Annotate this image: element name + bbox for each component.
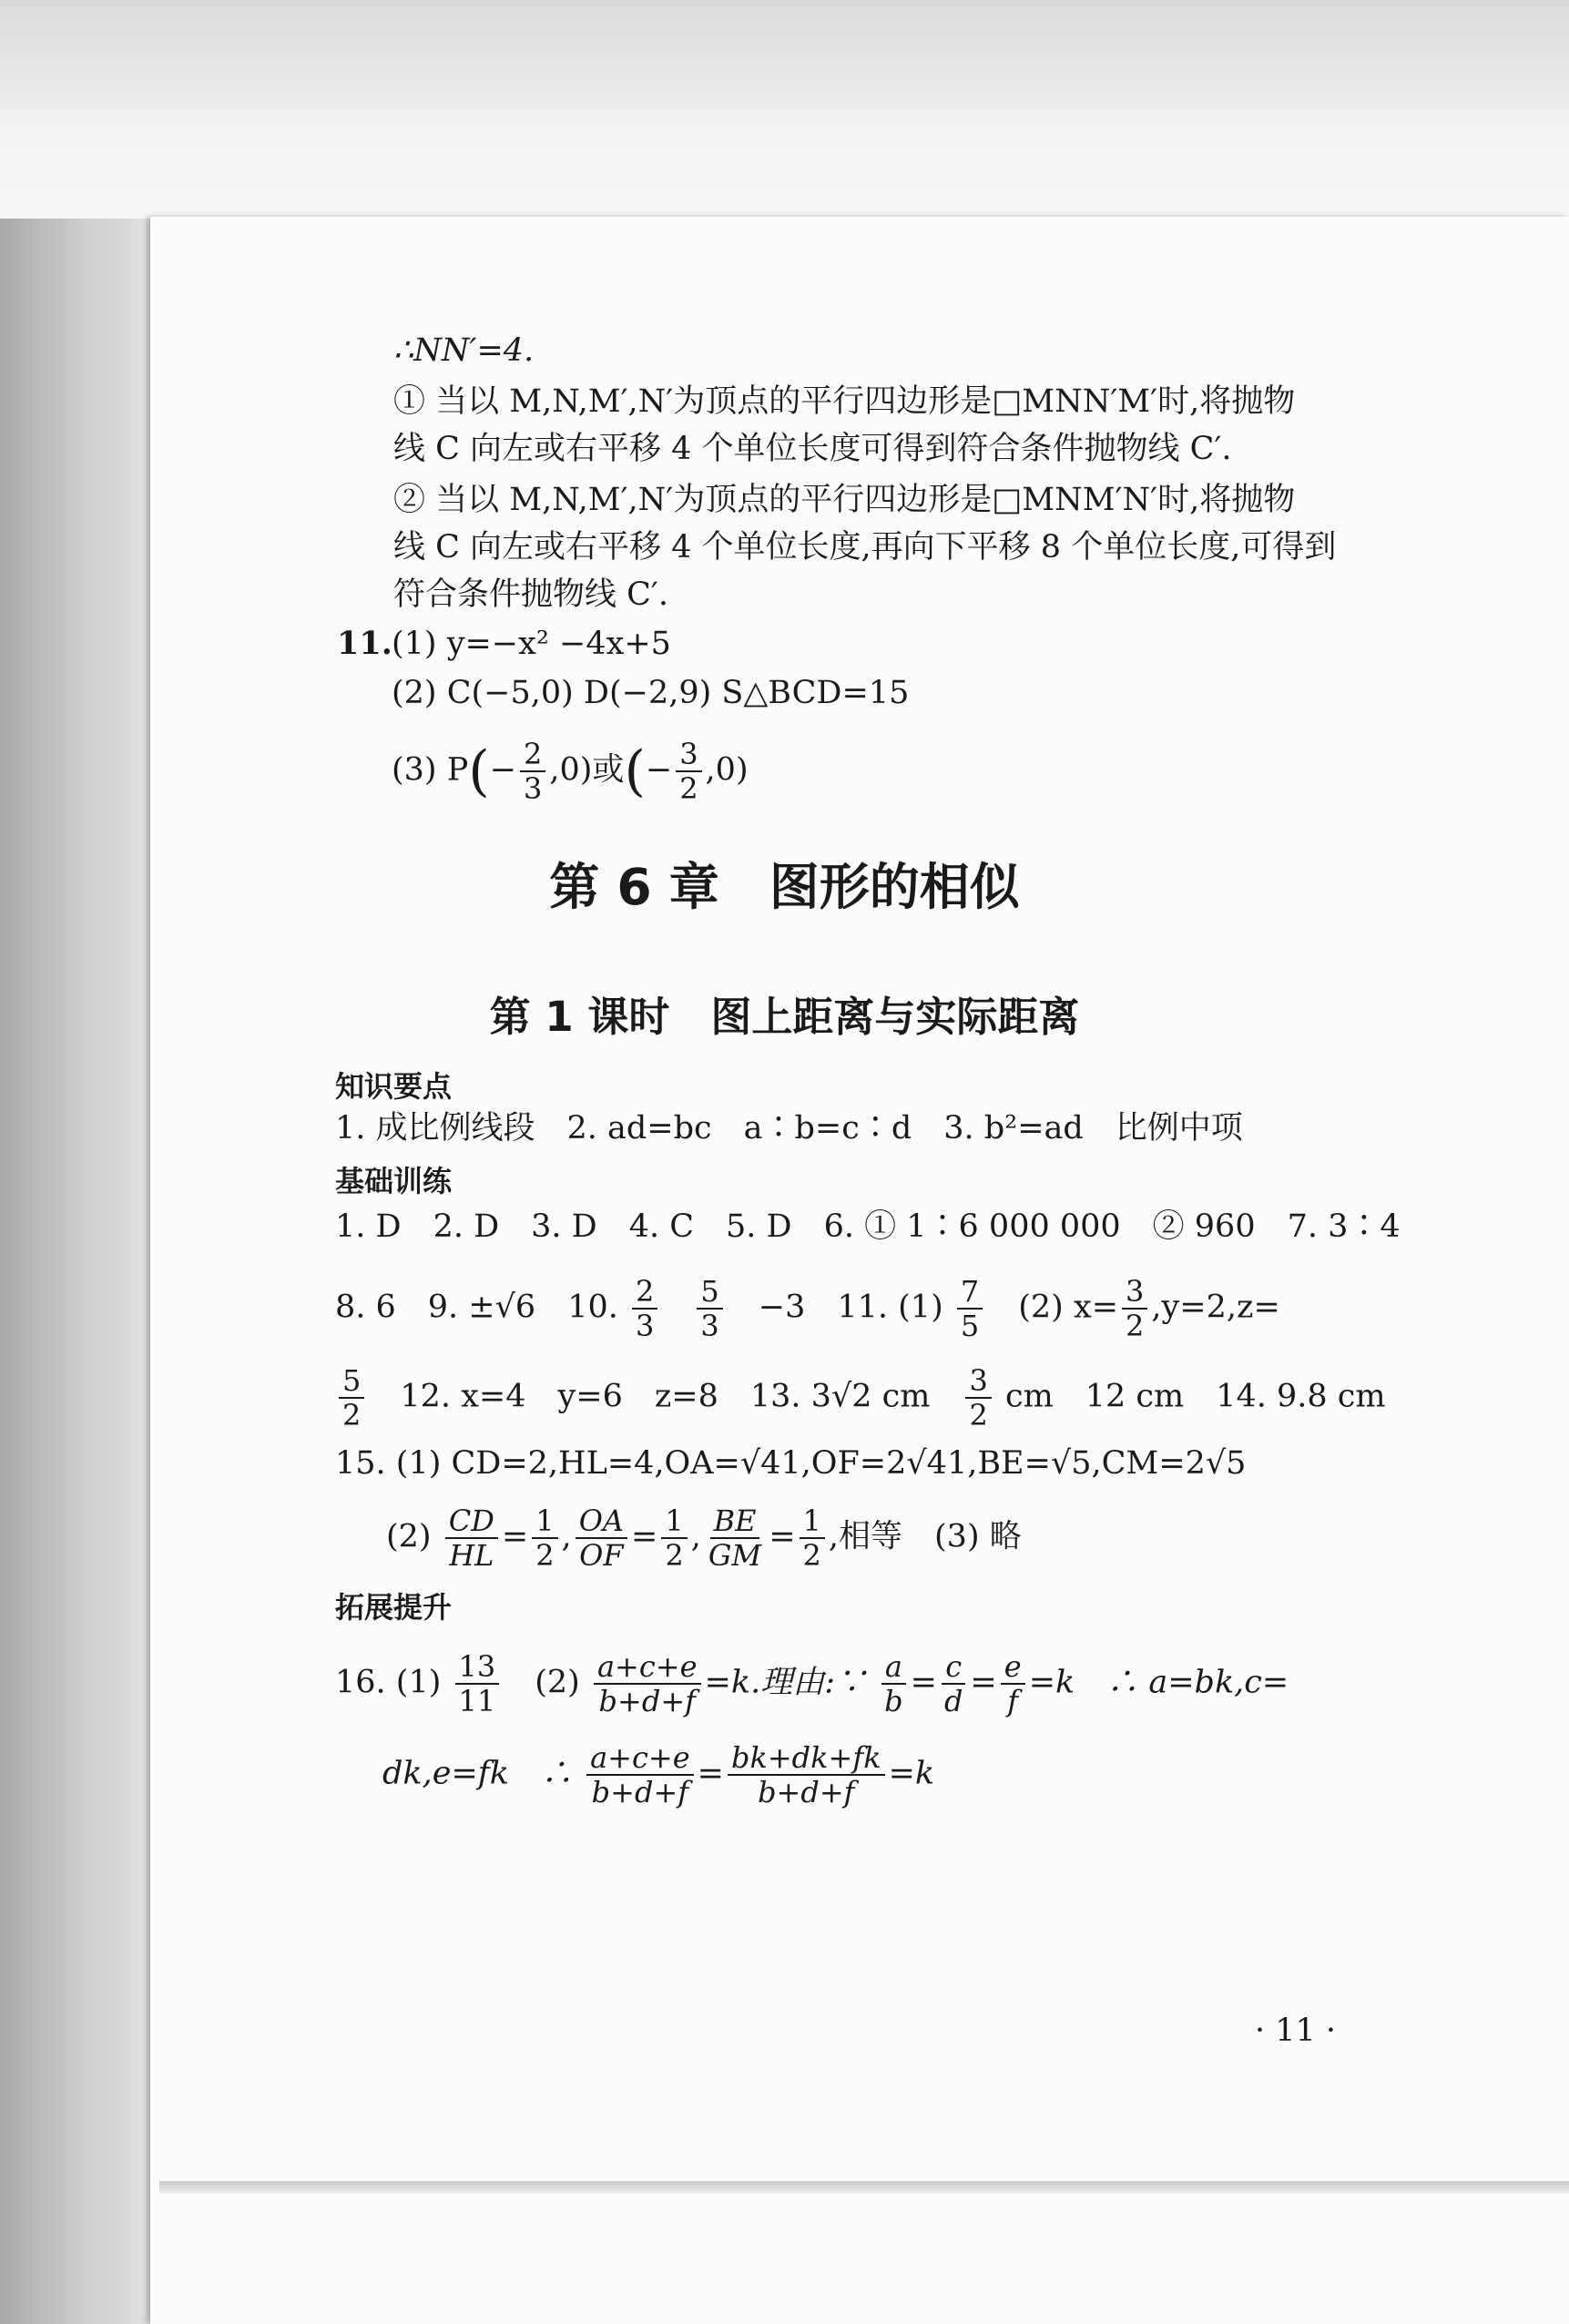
q11-part3-mid: ,0)或 [549,751,625,789]
fraction-c-d: $\frac{c}{d}$ [941,1650,966,1718]
fraction-7-5: $\frac{7}{5}$ [957,1275,983,1342]
section-basic-training: 基础训练 [335,1164,453,1198]
fraction-3-2: $\frac{3}{2}$ [676,738,701,805]
fraction-oa-of: $\frac{OA}{OF}$ [576,1504,627,1572]
fraction-2-3: $\frac{2}{3}$ [520,738,545,805]
solution-line-6: 符合条件抛物线 C′. [393,576,668,613]
fraction-1-2-a: $\frac{1}{2}$ [532,1504,557,1572]
q16-text-a: 16. (1) [335,1664,442,1701]
question-15-part2: (2) $\frac{CD}{HL}$ = $\frac{1}{2}$ , $\frac{OA}{OF}$ = $\frac{1}{2}$ , $\frac{BE}{GM}$ = $\frac{1}{2}$ ,相等 (3) 略 [386,1503,1022,1573]
q15-part2-label: (2) [386,1518,432,1555]
q15-part2-rest: 相等 (3) 略 [839,1518,1022,1555]
q16-text-d: =k ∴ a=bk,c= [1028,1664,1289,1701]
question-11-part1: (1) y=−x² −4x+5 [392,626,671,662]
q16-text-b: (2) [535,1664,580,1701]
solution-line-5: 线 C 向左或右平移 4 个单位长度,再向下平移 8 个单位长度,可得到 [393,529,1337,566]
solution-line-2: ① 当以 M,N,M′,N′为顶点的平行四边形是□MNN′M′时,将抛物 [393,383,1296,420]
paren-left-2: ( [624,739,646,803]
row3-text-c: cm 12 cm 14. 9.8 cm [1004,1378,1386,1415]
section-knowledge-points: 知识要点 [335,1069,453,1104]
q11-part3-end: ,0) [705,751,749,789]
solution-line-3: 线 C 向左或右平移 4 个单位长度可得到符合条件抛物线 C′. [393,431,1232,467]
row2-text-a: 8. 6 9. ±√6 10. [335,1289,618,1326]
fraction-5-2: $\frac{5}{2}$ [339,1364,364,1432]
fraction-2-3-b: $\frac{2}{3}$ [632,1275,657,1342]
solution-line-4: ② 当以 M,N,M′,N′为顶点的平行四边形是□MNM′N′时,将抛物 [393,482,1296,518]
q11-part3-prefix: (3) P [392,751,469,789]
question-16-line-1: 16. (1) $\frac{13}{11}$ (2) $\frac{a+c+e}{b+d+f}$ =k.理由:∵ $\frac{a}{b}$ = $\frac{c}{d}$ = $\frac{e}{f}$ =k ∴ a=bk,c= [335,1649,1289,1718]
q16-text-e: dk,e=fk ∴ [382,1755,573,1792]
fraction-bk-dk-fk: $\frac{bk+dk+fk}{b+d+f}$ [728,1741,885,1809]
fraction-e-f: $\frac{e}{f}$ [1001,1650,1025,1718]
fraction-cd-hl: $\frac{CD}{HL}$ [445,1504,498,1572]
basic-answers-row-1: 1. D 2. D 3. D 4. C 5. D 6. ① 1∶6 000 000 ② 960 7. 3∶4 [335,1208,1401,1245]
chapter-title: 第 6 章 图形的相似 [549,858,1020,916]
fraction-ace-bdf-2: $\frac{a+c+e}{b+d+f}$ [586,1741,694,1809]
paren-left: ( [468,739,490,803]
page-bottom-edge [159,2181,1569,2194]
fraction-a-b: $\frac{a}{b}$ [881,1650,906,1718]
page-number: · 11 · [1255,2013,1337,2049]
question-11-part2: (2) C(−5,0) D(−2,9) S△BCD=15 [392,675,910,711]
fraction-1-2-c: $\frac{1}{2}$ [800,1504,825,1572]
question-16-line-2: dk,e=fk ∴ $\frac{a+c+e}{b+d+f}$ = $\frac{bk+dk+fk}{b+d+f}$ =k [382,1740,935,1809]
scan-top-shadow [0,0,1569,219]
knowledge-answers: 1. 成比例线段 2. ad=bc a∶b=c∶d 3. b²=ad 比例中项 [335,1110,1243,1147]
basic-answers-row-2 [335,1275,1280,1342]
lesson-title: 第 1 课时 图上距离与实际距离 [489,993,1080,1041]
row2-text-c: (2) x= [1018,1289,1119,1326]
fraction-be-gm: $\frac{BE}{GM}$ [708,1503,762,1573]
left-page-edge [0,0,159,2324]
fraction-5-3: $\frac{5}{3}$ [697,1275,722,1342]
solution-line-1: ∴NN′=4. [393,332,535,369]
fraction-1-2-b: $\frac{1}{2}$ [661,1504,687,1572]
row2-text-b: −3 11. (1) [758,1289,943,1326]
fraction-ace-bdf: $\frac{a+c+e}{b+d+f}$ [594,1650,701,1718]
row3-text-b: 12. x=4 y=6 z=8 13. 3√2 cm [400,1378,931,1415]
basic-answers-row-3 [335,1364,1386,1432]
section-extension: 拓展提升 [335,1590,453,1625]
fraction-3-2-b: $\frac{3}{2}$ [1122,1275,1147,1342]
question-15-part1: 15. (1) CD=2,HL=4,OA=√41,OF=2√41,BE=√5,CM=2√5 [335,1445,1247,1482]
q16-text-f: =k [888,1755,935,1792]
fraction-13-11: $\frac{13}{11}$ [455,1650,500,1718]
fraction-3-2-c: $\frac{3}{2}$ [965,1364,991,1432]
q16-text-c: =k.理由:∵ [704,1664,867,1701]
question-11-part3: (3) P(− $\frac{2}{3}$ ,0)或(− $\frac{3}{2}$ ,0) [392,737,749,806]
question-11-number: 11. [337,625,392,662]
row2-text-d: ,y=2,z= [1151,1289,1280,1326]
